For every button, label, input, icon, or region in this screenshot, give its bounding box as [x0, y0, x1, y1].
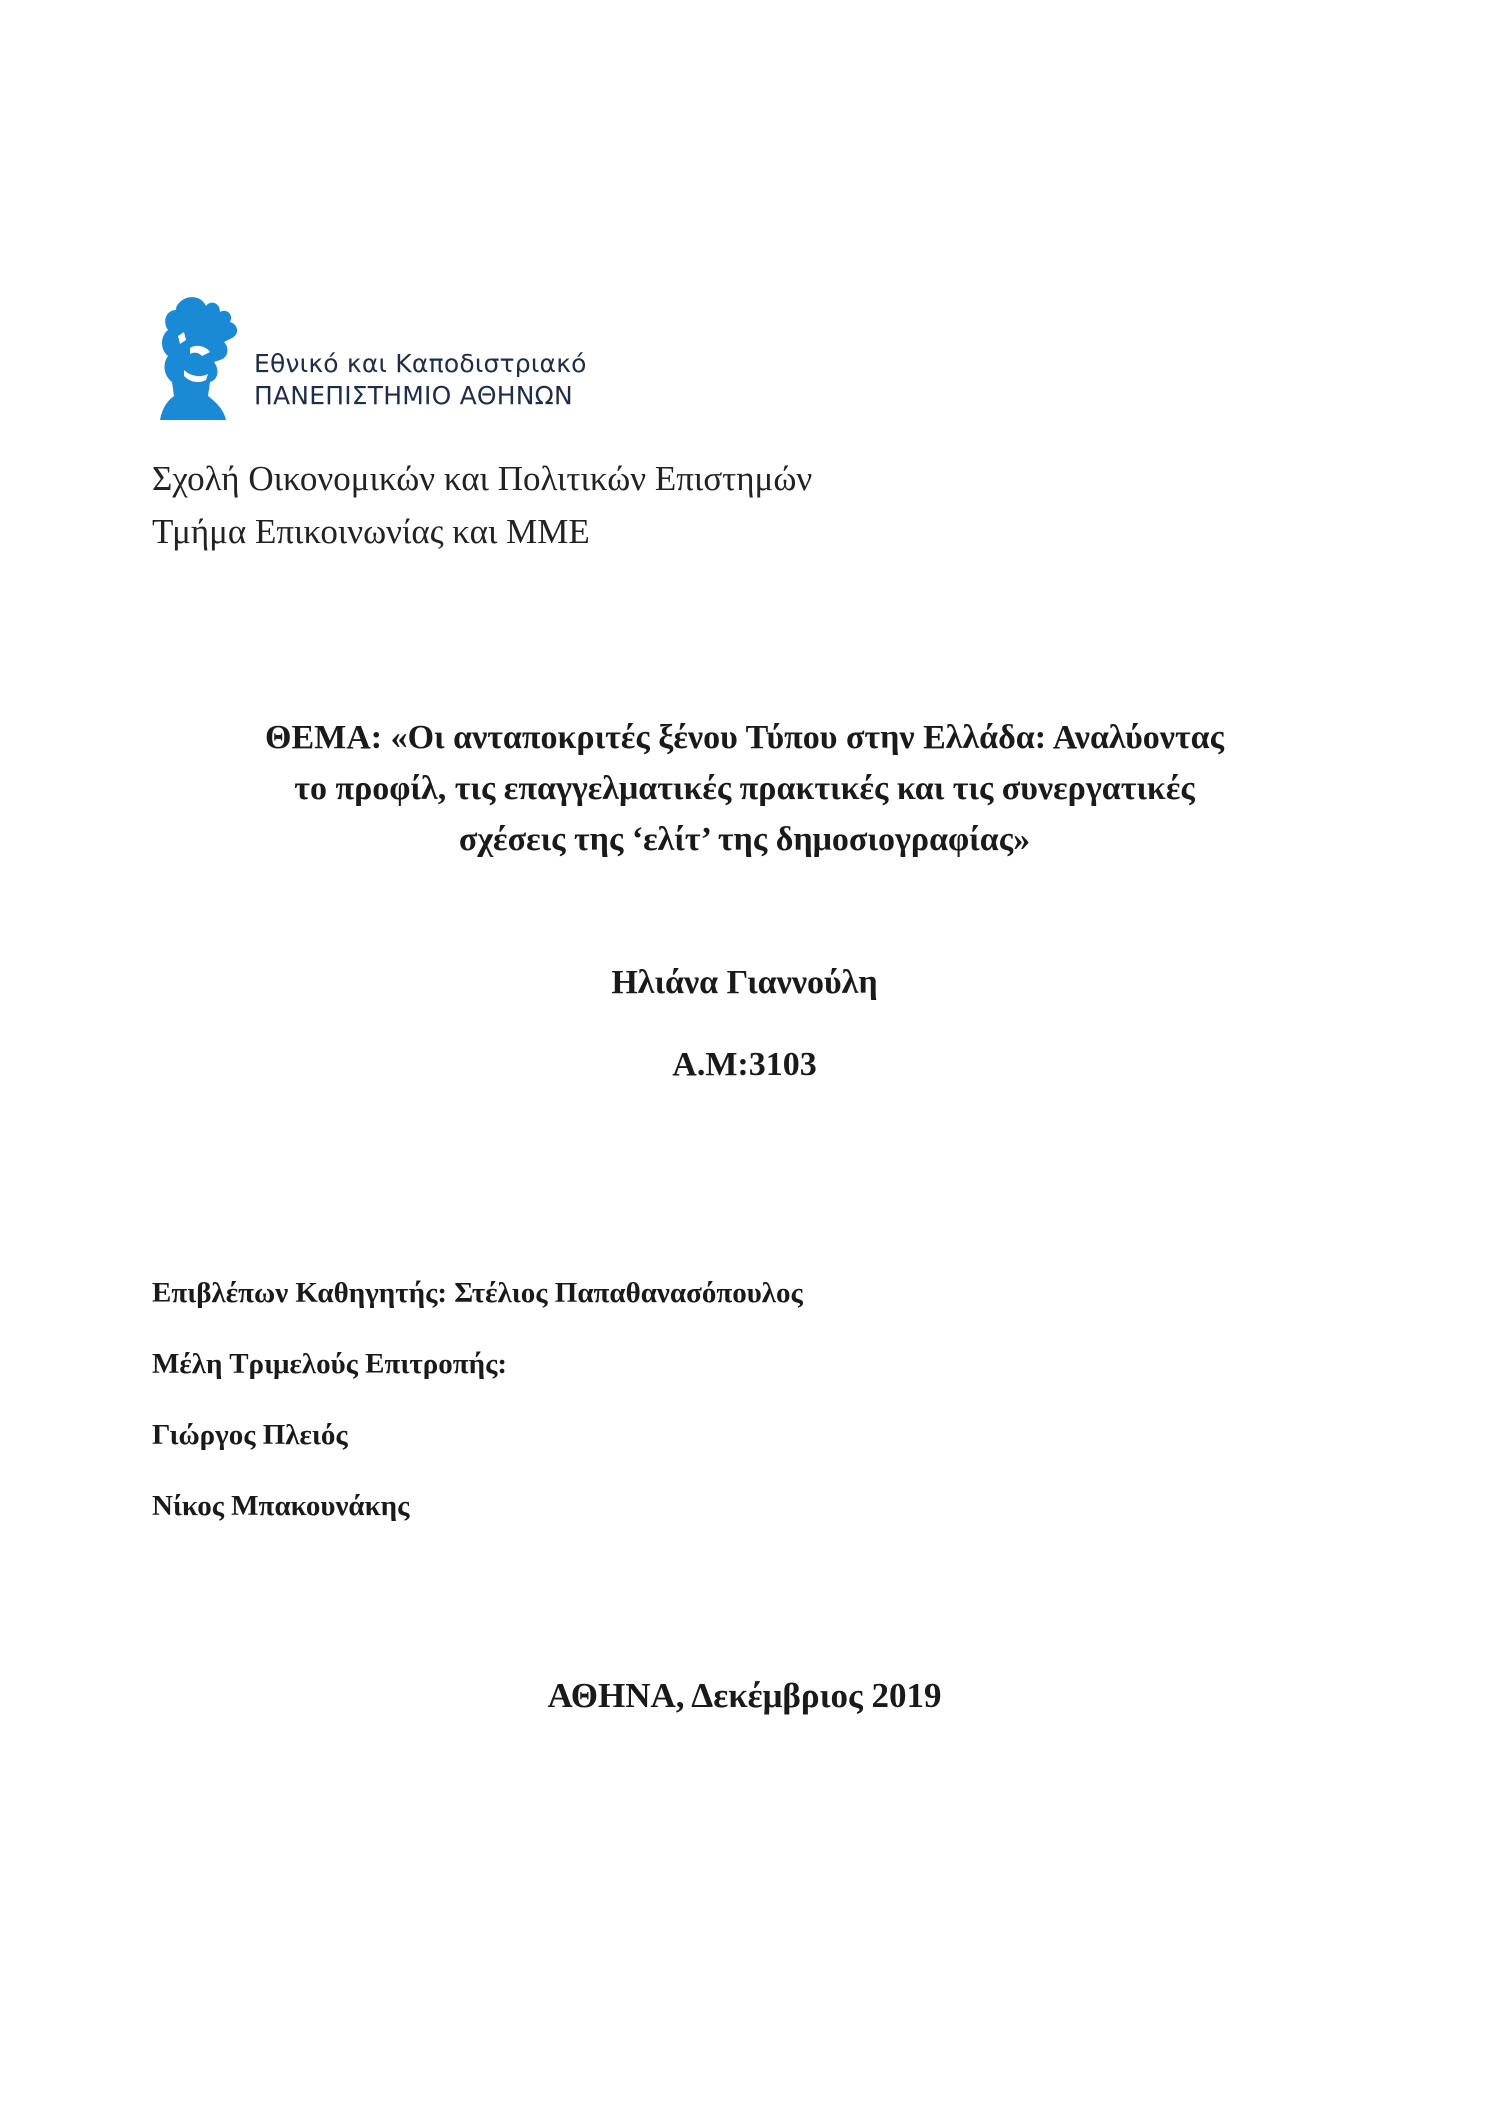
student-id: Α.Μ:3103 — [672, 1046, 817, 1083]
thesis-topic — [0, 712, 1489, 865]
faculty-block — [152, 452, 812, 558]
supervisor-line: Επιβλέπων Καθηγητής: Στέλιος Παπαθανασόπουλος — [152, 1277, 803, 1309]
school-name: Σχολή Οικονομικών και Πολιτικών Επιστημών — [152, 459, 813, 498]
athena-head-icon — [150, 292, 260, 422]
university-logo — [150, 292, 630, 422]
logo-line-1: Εθνικό και Καποδιστριακό — [254, 349, 587, 378]
committee-member-2: Νίκος Μπακουνάκης — [152, 1490, 410, 1522]
topic-line-3: σχέσεις της ‘ελίτ’ της δημοσιογραφίας» — [458, 821, 1031, 858]
logo-line-2: ΠΑΝΕΠΙΣΤΗΜΙΟ ΑΘΗΝΩΝ — [254, 381, 573, 410]
topic-line-1: ΘΕΜΑ: «Οι ανταποκριτές ξένου Τύπου στην Ελλάδα: Αναλύοντας — [265, 719, 1224, 756]
department-name: Τμήμα Επικοινωνίας και ΜΜΕ — [152, 512, 590, 551]
logo-text — [254, 348, 587, 412]
committee-member-1: Γιώργος Πλειός — [152, 1419, 348, 1451]
committee-label: Μέλη Τριμελούς Επιτροπής: — [152, 1348, 508, 1380]
place-date: ΑΘΗΝΑ, Δεκέμβριος 2019 — [547, 1676, 942, 1715]
topic-line-2: το προφίλ, τις επαγγελματικές πρακτικές και τις συνεργατικές — [294, 770, 1195, 807]
author-name: Ηλιάνα Γιαννούλη — [611, 964, 878, 1001]
committee-block — [152, 1258, 803, 1542]
